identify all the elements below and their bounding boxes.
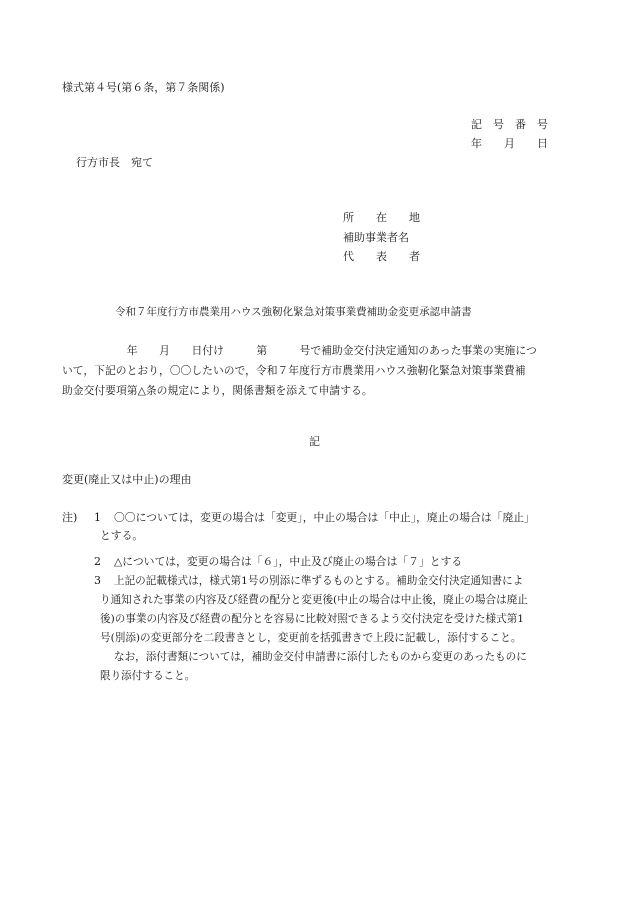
note-3-number: 3 bbox=[94, 574, 101, 587]
document-date: 年 月 日 bbox=[471, 137, 548, 150]
body-line-2: いて，下記のとおり，〇〇したいので，令和７年度行方市農業用ハウス強靭化緊急対策事業費補 bbox=[62, 364, 526, 377]
note-3-line-5: なお，添付書類については，補助金交付申請書に添付したものから変更のあったものに bbox=[114, 651, 527, 663]
note-3-line-6: 限り添付すること。 bbox=[100, 670, 196, 682]
note-3-line-4: 号(別添)の変更部分を二段書きとし，変更前を括弧書きで上段に記載し，添付すること。 bbox=[100, 632, 522, 644]
applicant-address-label: 所 在 地 bbox=[343, 211, 420, 224]
notes-prefix: 注) bbox=[62, 511, 78, 524]
document-number: 記 号 番 号 bbox=[471, 118, 548, 131]
note-3-line-3: 後)の事業の内容及び経費の配分とを容易に比較対照できるよう交付決定を受けた様式第1 bbox=[100, 613, 525, 625]
note-3-line-1: 上記の記載様式は，様式第1号の別添に準ずるものとする。補助金交付決定通知書によ bbox=[114, 575, 524, 587]
note-1-number: 1 bbox=[94, 511, 101, 524]
body-line-3: 助金交付要項第△条の規定により，関係書類を添えて申請する。 bbox=[62, 384, 373, 397]
ki-heading: 記 bbox=[309, 435, 320, 448]
addressee: 行方市長 宛て bbox=[76, 156, 153, 169]
body-line-1: 年 月 日付け 第 号で補助金交付決定通知のあった事業の実施につ bbox=[62, 344, 537, 357]
note-1-line-2: とする。 bbox=[100, 529, 144, 542]
note-1-line-1: 〇〇については，変更の場合は「変更」，中止の場合は「中止」，廃止の場合は「廃止」 bbox=[114, 511, 535, 524]
applicant-representative-label: 代 表 者 bbox=[343, 250, 420, 263]
note-2-line-1: △については，変更の場合は「６」，中止及び廃止の場合は「７」とする bbox=[114, 555, 463, 568]
note-2-number: 2 bbox=[94, 555, 101, 568]
reason-label: 変更(廃止又は中止)の理由 bbox=[62, 473, 192, 486]
note-3-line-2: り通知された事業の内容及び経費の配分と変更後(中止の場合は中止後，廃止の場合は廃止 bbox=[100, 594, 528, 606]
form-header: 様式第４号(第６条，第７条関係) bbox=[62, 81, 225, 94]
document-title: 令和７年度行方市農業用ハウス強靭化緊急対策事業費補助金変更承認申請書 bbox=[115, 306, 472, 318]
applicant-operator-label: 補助事業者名 bbox=[343, 231, 409, 244]
